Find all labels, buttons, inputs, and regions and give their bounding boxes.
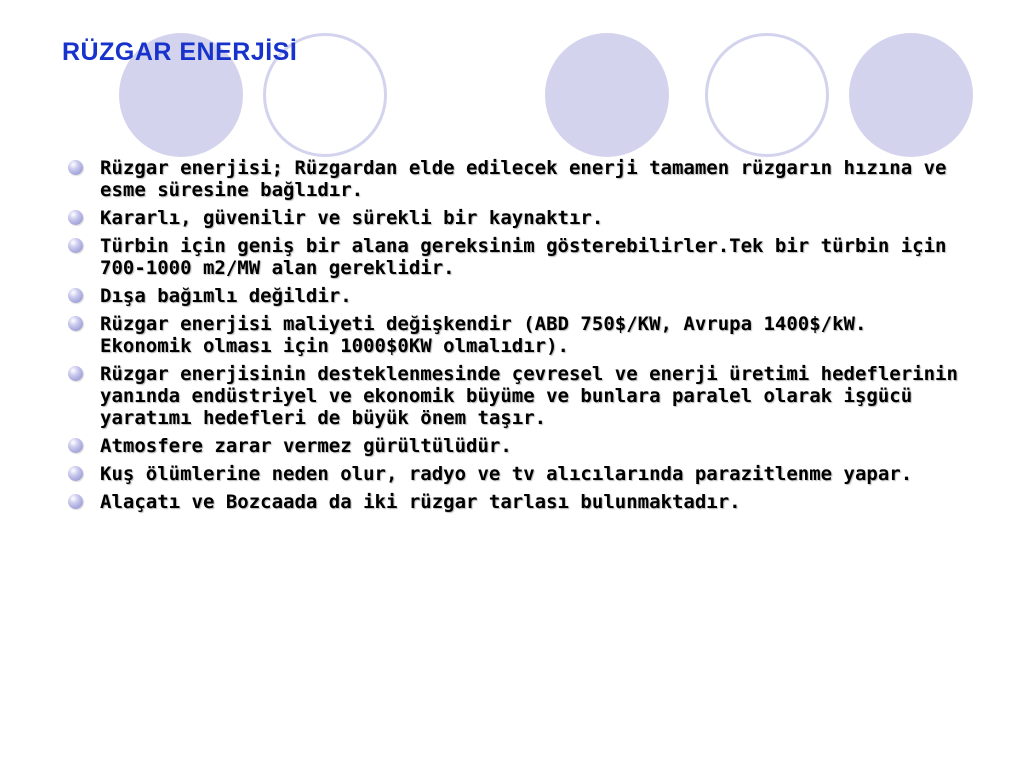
- slide-title: RÜZGAR ENERJİSİ: [62, 38, 298, 66]
- decorative-circle: [849, 33, 973, 157]
- decorative-circle: [545, 33, 669, 157]
- bullet-item: [66, 463, 966, 485]
- bullet-text: Türbin için geniş bir alana gereksinim gösterebilirler.Tek bir türbin için 700-1000 m2/MW alan gereklidir.: [100, 235, 947, 279]
- bullet-item: [66, 313, 966, 357]
- bullet-dot-icon: [68, 438, 83, 453]
- bullet-dot-icon: [68, 366, 83, 381]
- bullet-item: [66, 435, 966, 457]
- bullet-dot-icon: [68, 288, 83, 303]
- bullet-text: Kararlı, güvenilir ve sürekli bir kaynaktır.: [100, 207, 604, 229]
- bullet-dot-icon: [68, 466, 83, 481]
- bullet-item: [66, 285, 966, 307]
- bullet-item: [66, 363, 966, 429]
- bullet-text: Kuş ölümlerine neden olur, radyo ve tv alıcılarında parazitlenme yapar.: [100, 463, 913, 485]
- bullet-text: Rüzgar enerjisinin desteklenmesinde çevresel ve enerji üretimi hedeflerinin yanında endüstriyel ve ekonomik büyüme ve bunlara paralel olarak işgücü yaratımı hedefleri de büyük önem taşır.: [100, 363, 958, 429]
- bullet-item: [66, 235, 966, 279]
- bullet-item: [66, 207, 966, 229]
- bullet-text: Atmosfere zarar vermez gürültülüdür.: [100, 435, 512, 457]
- decorative-circle-outline: [705, 33, 829, 157]
- bullet-item: [66, 491, 966, 513]
- bullet-dot-icon: [68, 210, 83, 225]
- bullet-item: [66, 157, 966, 201]
- bullet-text: Dışa bağımlı değildir.: [100, 285, 352, 307]
- bullet-dot-icon: [68, 160, 83, 175]
- bullet-text: Rüzgar enerjisi; Rüzgardan elde edilecek enerji tamamen rüzgarın hızına ve esme süresine bağlıdır.: [100, 157, 947, 201]
- bullet-text: Rüzgar enerjisi maliyeti değişkendir (ABD 750$/KW, Avrupa 1400$/kW. Ekonomik olması için 1000$0KW olmalıdır).: [100, 313, 867, 357]
- bullet-text: Alaçatı ve Bozcaada da iki rüzgar tarlası bulunmaktadır.: [100, 491, 741, 513]
- bullet-list: [66, 157, 966, 519]
- bullet-dot-icon: [68, 316, 83, 331]
- bullet-dot-icon: [68, 494, 83, 509]
- bullet-dot-icon: [68, 238, 83, 253]
